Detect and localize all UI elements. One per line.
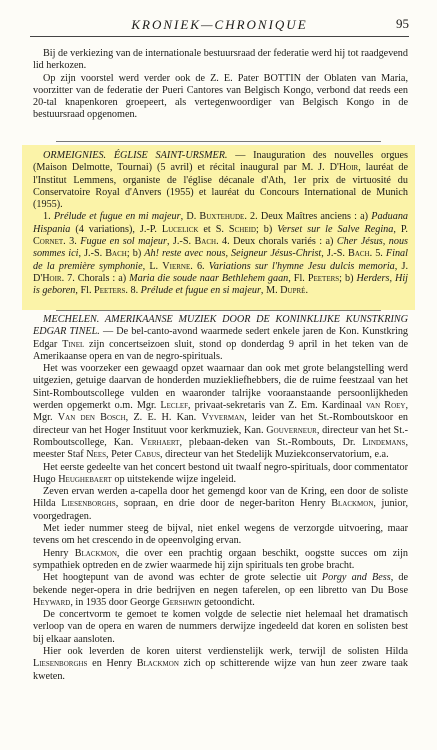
text-run: ; b) [126, 248, 145, 260]
text-run: . 8. [125, 285, 141, 297]
text-run: Zeven ervan werden a-capella door het gemengd koor van de Kring, een door de soliste Hilda [33, 486, 408, 510]
page-header [30, 14, 409, 37]
text-run: Nees [86, 449, 106, 461]
ormeignies-section [33, 150, 408, 298]
text-run: , directeur van het St.-Romboutscollege, Kan. [33, 424, 408, 448]
text-run: , plebaan-deken van St.-Rombouts, Dr. [179, 436, 363, 448]
text-run: zijn concertseizoen sluit, stond op donderdag 9 april in het teken van de Amerikaanse opera en van de negro-spirituals. [33, 338, 408, 362]
mechelen-paragraphs [33, 314, 408, 683]
paragraph [33, 548, 408, 573]
text-run: Tinel [62, 338, 85, 350]
text-run: Het eerste gedeelte van het concert bestond uit twaalf negro-spirituals, door commentator Hugo [33, 461, 408, 485]
text-run: , Fl. [288, 272, 308, 284]
mechelen-section [33, 314, 408, 683]
text-run: Variations sur l'hymne Jesu dulcis memoria [208, 260, 395, 272]
text-run: , D. [180, 211, 200, 223]
separator-rule [56, 310, 381, 311]
section-heading: ORMEIGNIES. ÉGLISE SAINT-URSMER. [43, 150, 228, 161]
text-run: Heughebaert [58, 473, 112, 485]
page-number: 95 [396, 16, 409, 31]
text-run: Heyward [33, 596, 71, 608]
text-run: D'Hoir [329, 162, 359, 174]
text-run: . 2. Deux Maîtres anciens : a) [244, 211, 372, 223]
paragraph [33, 363, 408, 461]
text-run: , L. [142, 260, 163, 272]
text-run: Peeters [307, 272, 340, 284]
text-run: Buxtehude [199, 211, 245, 223]
text-run: Ah! reste avec nous, Seigneur Jésus-Christ [144, 248, 322, 260]
text-run: 1. [43, 211, 54, 223]
text-run: Vierne [162, 260, 191, 272]
text-run: Lucelick [161, 223, 199, 235]
text-run: Met ieder nummer steeg de bijval, niet enkel wegens de verzorgde uitvoering, maar tevens om het crescendo in de opeenvolging ervan. [33, 523, 408, 547]
text-run: op uitstekende wijze ingeleid. [111, 473, 236, 485]
text-run: zich op schitterende wijze van hun zeer zware taak kweten. [33, 658, 408, 682]
text-run: Leclef [160, 400, 189, 412]
text-run: De concertvorm te gemoet te komen volgde de selectie niet helemaal het dramatisch verloop van de opera en waren de nummers derwijze ingedeeld dat koren en solisten best bij elkaar aansloten. [33, 609, 408, 645]
paragraph [33, 314, 408, 363]
text-run: , in 1935 door George [70, 596, 163, 608]
text-run: Van den Bosch [57, 412, 126, 424]
text-run: Het hoogtepunt van de avond was echter de grote selectie uit [43, 572, 322, 584]
text-run: . 3. [63, 236, 81, 248]
text-run: , directeur van het Stedelijk Muziekconservatorium, e.a. [160, 449, 389, 461]
text-run: Bach [194, 236, 217, 248]
paragraph [33, 486, 408, 523]
text-run: Bach [105, 248, 127, 260]
text-run: — Inauguration des nouvelles orgues (Maison Delmotte, Tournai) (5 avril) et récital inaugural par M. J. [33, 150, 408, 174]
text-run: , de bekende neger-opera in drie bedrijven en negen taferelen, op een libretto van Du Bose [33, 572, 408, 596]
text-run: Herders, Hij is geboren [33, 272, 409, 297]
paragraph: Op zijn voorstel werd verder ook de Z. E. Pater BOTTIN der Oblaten van Maria, voorzitter van de federatie der Pueri Cantores van Belgisch Kongo, verbond dat reeds een 20-tal knapenkoren groepeert, als vertegenwoordiger van Belgisch Kongo in de bestuursraad opgenomen. [33, 72, 408, 121]
running-title: KRONIEK—CHRONIQUE [131, 17, 308, 32]
text-run: getoondicht. [201, 596, 255, 608]
ormeignies-intro [33, 150, 408, 211]
text-run: Paduana Hispania [33, 211, 409, 235]
text-run: (4 variations), J.-P. [70, 223, 162, 235]
text-run: , Mgr. [33, 400, 408, 424]
text-run: , M. [260, 285, 281, 297]
text-run: , lauréat de l'Institut Lemmens, organiste de l'église décanale d'Ath, 1er prix de virtuosité du Conservatoire Royal d'Anvers (1955) et lauréat du Concours International de Munich (1955). [33, 162, 409, 211]
text-run: , die over een prachtig orgaan beschikt, oogstte succes om zijn sympathiek optreden en de zwier waarmede hij zijn spirituals ten grobe bracht. [33, 547, 408, 571]
text-run: Verset sur le Salve Regina [277, 223, 394, 235]
text-run: ; b) [255, 223, 278, 235]
text-run: , Peter [106, 449, 135, 461]
text-run: , privaat-sekretaris van Z. Em. Kardinaal [188, 400, 366, 412]
text-run: Cabus [134, 449, 161, 461]
text-run: . 7. Chorals : a) [61, 272, 130, 284]
text-run: Blackmon [331, 498, 374, 510]
text-run: — De bel-canto-avond waarmede sedert enkele jaren de Kon. Kunstkring Edgar [33, 326, 409, 350]
text-run: Scheid [228, 223, 256, 235]
text-run: , J. [394, 260, 409, 272]
separator-rule [56, 141, 381, 142]
text-run: Cornet [33, 236, 64, 248]
paragraph [33, 646, 408, 683]
text-run: D'Hoir [33, 272, 62, 284]
concert-program [33, 211, 408, 297]
text-run: . 5. [369, 248, 386, 260]
text-run: Blackmon [74, 547, 117, 559]
text-run: Peeters [94, 285, 126, 297]
text-run: ; b) [339, 272, 357, 284]
text-run: Liesenborghs [33, 658, 88, 670]
text-run: , leider van het St.-Romboutskoor en directeur van het Hoger Instituut voor kerkmuziek, Kan. [33, 412, 409, 436]
text-run: Lindemans [362, 436, 406, 448]
text-run: Dupré [280, 285, 306, 297]
text-run: Hier ook leverden de koren uiterst verdienstelijk werk, terwijl de solisten Hilda [43, 646, 408, 658]
paragraph: Bij de verkiezing van de internationale bestuursraad der federatie werd hij tot raadgevend lid herkozen. [33, 48, 408, 72]
text-run: Cher Jésus, nous sommes ici [33, 236, 409, 260]
text-run: , J.-S. [166, 236, 195, 248]
text-run: . 6. [190, 260, 209, 272]
text-run: . 4. Deux chorals variés : a) [216, 236, 337, 248]
text-run: Gershwin [162, 596, 202, 608]
text-run: , J.-S. [321, 248, 349, 260]
text-run: Liesenborghs [61, 498, 116, 510]
text-run: Prélude et fugue en mi majeur [53, 211, 181, 223]
text-run: , Fl. [75, 285, 95, 297]
section-heading: MECHELEN. AMERIKAANSE MUZIEK DOOR DE KONINKLIJKE KUNSTKRING EDGAR TINEL. [33, 314, 408, 338]
paragraph [33, 572, 408, 609]
paragraph [33, 523, 408, 548]
text-run: , meester Staf [33, 436, 408, 461]
text-run: Het was voorzeker een gewaagd opzet waarnaar dan ook met grote belangstelling werd uitgezien, getuige daarvan de honderden muziekliefhebbers, die de ruime feestzaal van het Sint-Romboutscollege vulden en waaronder talrijke vooraanstaande persoonlijkheden werden opgemerkt o.m. Mgr. [33, 363, 408, 412]
text-run: Maria die soude naar Bethlehem gaan [129, 272, 289, 284]
intro-section [33, 48, 408, 122]
text-run: , junior, voorgedragen. [33, 498, 408, 522]
text-run: . [305, 285, 308, 297]
text-run: Verhaert [140, 436, 180, 448]
text-run: Fugue en sol majeur [80, 236, 167, 248]
text-run: Prélude et fugue en si majeur [140, 285, 261, 297]
text-run: , sopraan, en drie door de neger-bariton Henry [115, 498, 332, 510]
text-run: Porgy and Bess [321, 572, 391, 584]
text-run: Final de la première symphonie [33, 248, 408, 272]
text-run: Blackmon [136, 658, 179, 670]
paragraph [33, 609, 408, 646]
text-run: van Roey [365, 400, 406, 412]
text-run: , Z. E. H. Kan. [125, 412, 202, 424]
text-run: et S. [198, 223, 229, 235]
text-run: Vyverman [201, 412, 245, 424]
text-run: , J.-S. [78, 248, 106, 260]
text-run: Gouverneur [266, 424, 317, 436]
text-run: Bach [348, 248, 370, 260]
text-run: en Henry [87, 658, 137, 670]
text-run: Henry [43, 547, 75, 559]
text-run: , P. [393, 223, 408, 235]
paragraph [33, 462, 408, 487]
